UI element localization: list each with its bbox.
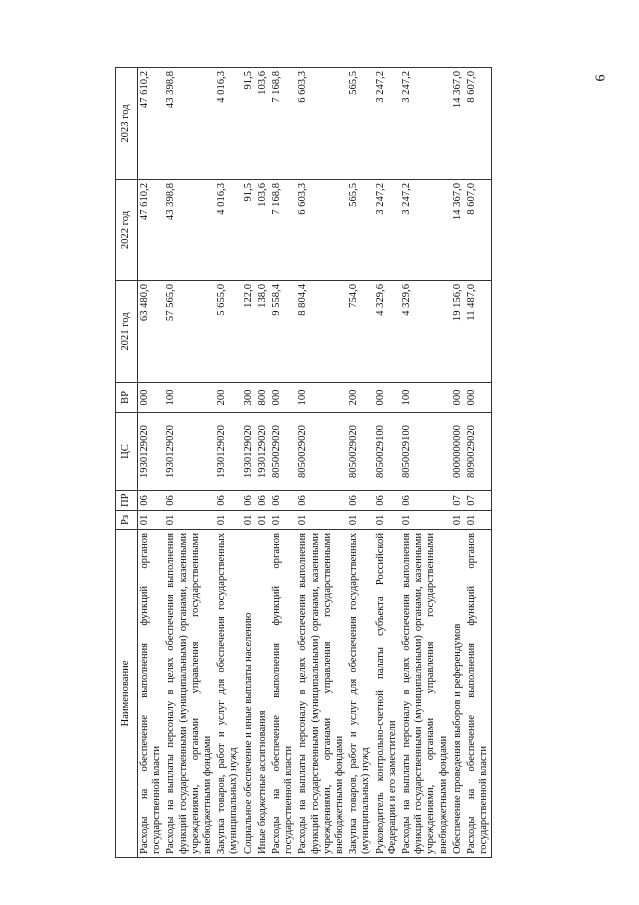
cell-vr: 100 <box>400 383 451 413</box>
cell-2022: 3 247,2 <box>374 180 400 281</box>
cell-pr: 06 <box>400 491 451 511</box>
cell-vr: 200 <box>215 383 241 413</box>
cell-vr: 000 <box>270 383 296 413</box>
cell-rz: 01 <box>256 511 270 530</box>
cell-vr: 100 <box>296 383 347 413</box>
cell-name: Закупка товаров, работ и услуг для обеспечения государственных (муниципальных) нужд <box>215 530 241 858</box>
header-cs: ЦС <box>116 413 138 491</box>
cell-2021: 9 558,4 <box>270 281 296 383</box>
header-2022: 2022 год <box>116 180 138 281</box>
cell-cs: 0000000000 <box>451 413 465 491</box>
cell-2021: 138,0 <box>256 281 270 383</box>
budget-table <box>115 67 492 858</box>
cell-name: Расходы на обеспечение выполнения функций органов государственной власти <box>138 530 165 858</box>
cell-cs: 1930129020 <box>138 413 165 491</box>
cell-2022: 91,5 <box>242 180 256 281</box>
header-2021: 2021 год <box>116 281 138 383</box>
cell-2022: 7 168,8 <box>270 180 296 281</box>
cell-pr: 06 <box>296 491 347 511</box>
table-row <box>242 68 256 858</box>
cell-2023: 43 398,8 <box>164 68 215 180</box>
cell-rz: 01 <box>374 511 400 530</box>
cell-2022: 103,6 <box>256 180 270 281</box>
cell-2023: 3 247,2 <box>374 68 400 180</box>
cell-vr: 000 <box>138 383 165 413</box>
table-row <box>296 68 347 858</box>
table-row <box>451 68 465 858</box>
cell-pr: 06 <box>256 491 270 511</box>
cell-name: Обеспечение проведения выборов и референдумов <box>451 530 465 858</box>
cell-cs: 8050029020 <box>270 413 296 491</box>
cell-2023: 8 607,0 <box>465 68 492 180</box>
cell-rz: 01 <box>164 511 215 530</box>
cell-2023: 565,5 <box>347 68 373 180</box>
cell-2023: 3 247,2 <box>400 68 451 180</box>
cell-pr: 07 <box>451 491 465 511</box>
cell-2021: 4 329,6 <box>400 281 451 383</box>
cell-2021: 57 565,0 <box>164 281 215 383</box>
header-name: Наименование <box>116 530 138 858</box>
cell-name: Руководитель контрольно-счетной палаты субъекта Российской Федерации и его заместители <box>374 530 400 858</box>
table-row <box>164 68 215 858</box>
cell-vr: 000 <box>374 383 400 413</box>
cell-name: Расходы на выплаты персоналу в целях обеспечения выполнения функций государственными (муниципальными) органами, казенными учреждениями, органами управления государственными внебюджетными фондами <box>400 530 451 858</box>
cell-rz: 01 <box>451 511 465 530</box>
cell-vr: 000 <box>465 383 492 413</box>
table-row <box>138 68 165 858</box>
cell-rz: 01 <box>215 511 241 530</box>
cell-rz: 01 <box>296 511 347 530</box>
cell-2021: 8 804,4 <box>296 281 347 383</box>
cell-2021: 4 329,6 <box>374 281 400 383</box>
cell-rz: 01 <box>465 511 492 530</box>
cell-pr: 06 <box>347 491 373 511</box>
cell-2021: 754,0 <box>347 281 373 383</box>
cell-cs: 1930129020 <box>164 413 215 491</box>
cell-2021: 11 487,0 <box>465 281 492 383</box>
cell-2021: 122,0 <box>242 281 256 383</box>
cell-2022: 43 398,8 <box>164 180 215 281</box>
table-row <box>256 68 270 858</box>
cell-pr: 06 <box>374 491 400 511</box>
cell-pr: 06 <box>242 491 256 511</box>
cell-vr: 800 <box>256 383 270 413</box>
cell-name: Иные бюджетные ассигнования <box>256 530 270 858</box>
cell-vr: 000 <box>451 383 465 413</box>
cell-cs: 8050029020 <box>296 413 347 491</box>
cell-2022: 8 607,0 <box>465 180 492 281</box>
cell-vr: 200 <box>347 383 373 413</box>
cell-2023: 47 610,2 <box>138 68 165 180</box>
table-row <box>347 68 373 858</box>
rotated-table-container <box>115 68 520 858</box>
cell-2022: 14 367,0 <box>451 180 465 281</box>
table-header-row <box>116 68 138 858</box>
cell-cs: 1930129020 <box>215 413 241 491</box>
cell-cs: 8090029020 <box>465 413 492 491</box>
cell-cs: 1930129020 <box>242 413 256 491</box>
cell-vr: 100 <box>164 383 215 413</box>
cell-vr: 300 <box>242 383 256 413</box>
cell-pr: 06 <box>138 491 165 511</box>
cell-name: Расходы на обеспечение выполнения функций органов государственной власти <box>465 530 492 858</box>
cell-rz: 01 <box>347 511 373 530</box>
cell-rz: 01 <box>400 511 451 530</box>
cell-name: Закупка товаров, работ и услуг для обеспечения государственных (муниципальных) нужд <box>347 530 373 858</box>
cell-rz: 01 <box>138 511 165 530</box>
cell-2022: 4 016,3 <box>215 180 241 281</box>
cell-2021: 63 480,0 <box>138 281 165 383</box>
cell-2021: 5 655,0 <box>215 281 241 383</box>
cell-cs: 1930129020 <box>256 413 270 491</box>
cell-2023: 14 367,0 <box>451 68 465 180</box>
cell-name: Расходы на выплаты персоналу в целях обеспечения выполнения функций государственными (муниципальными) органами, казенными учреждениями, органами управления государственными внебюджетными фондами <box>296 530 347 858</box>
table-row <box>400 68 451 858</box>
cell-pr: 06 <box>215 491 241 511</box>
cell-name: Расходы на выплаты персоналу в целях обеспечения выполнения функций государственными (муниципальными) органами, казенными учреждениями, органами управления государственными внебюджетными фондами <box>164 530 215 858</box>
cell-2023: 6 603,3 <box>296 68 347 180</box>
header-vr: ВР <box>116 383 138 413</box>
table-row <box>465 68 492 858</box>
cell-2021: 19 156,0 <box>451 281 465 383</box>
cell-rz: 01 <box>242 511 256 530</box>
table-row <box>270 68 296 858</box>
cell-pr: 06 <box>164 491 215 511</box>
cell-2023: 7 168,8 <box>270 68 296 180</box>
page-number: 6 <box>593 74 609 82</box>
cell-2023: 103,6 <box>256 68 270 180</box>
cell-pr: 07 <box>465 491 492 511</box>
cell-cs: 8050029020 <box>347 413 373 491</box>
cell-2022: 3 247,2 <box>400 180 451 281</box>
cell-name: Социальное обеспечение и иные выплаты населению <box>242 530 256 858</box>
cell-2022: 6 603,3 <box>296 180 347 281</box>
cell-rz: 01 <box>270 511 296 530</box>
cell-2022: 47 610,2 <box>138 180 165 281</box>
cell-cs: 8050029100 <box>374 413 400 491</box>
cell-pr: 06 <box>270 491 296 511</box>
cell-2023: 4 016,3 <box>215 68 241 180</box>
cell-cs: 8050029100 <box>400 413 451 491</box>
header-rz: Рз <box>116 511 138 530</box>
header-2023: 2023 год <box>116 68 138 180</box>
header-pr: ПР <box>116 491 138 511</box>
table-row <box>374 68 400 858</box>
cell-2022: 565,5 <box>347 180 373 281</box>
cell-name: Расходы на обеспечение выполнения функций органов государственной власти <box>270 530 296 858</box>
table-row <box>215 68 241 858</box>
cell-2023: 91,5 <box>242 68 256 180</box>
